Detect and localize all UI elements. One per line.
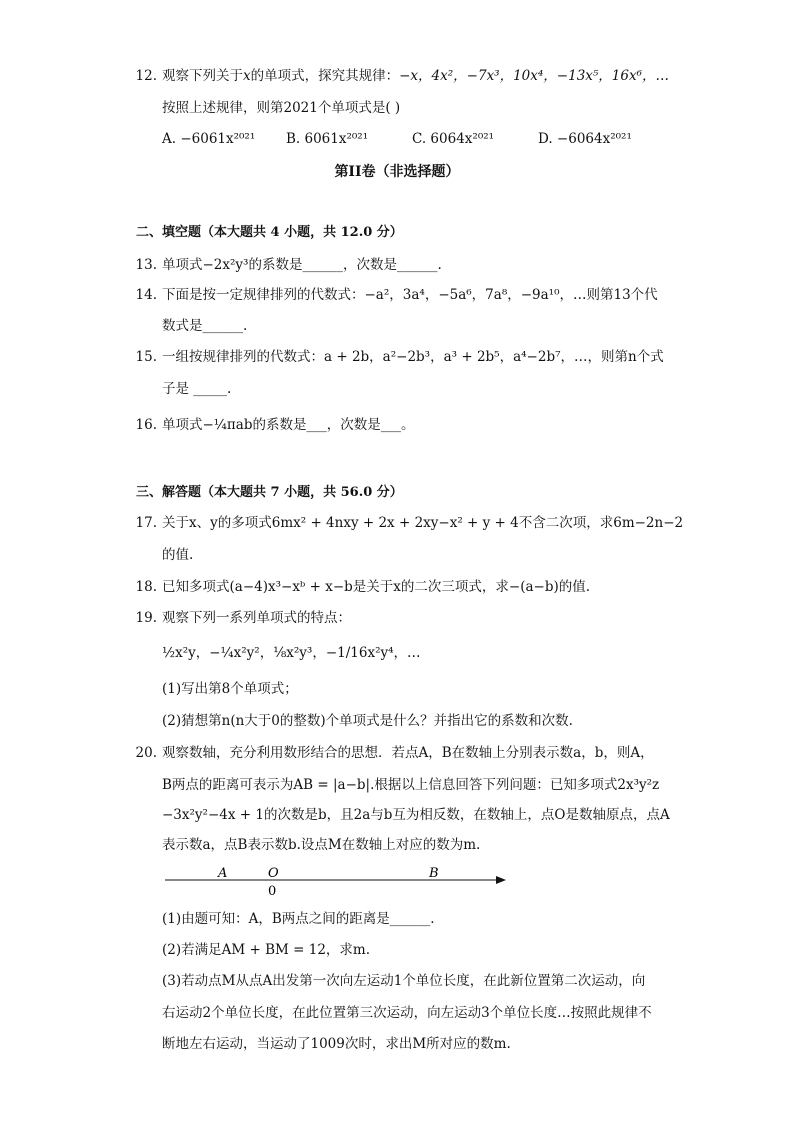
q19-sequence: ½x²y，−¼x²y²，⅛x²y³，−1/16x²y⁴，…	[162, 645, 421, 661]
q20-number: 20.	[135, 745, 157, 761]
q14-line2: 数式是______.	[162, 318, 248, 334]
point-b-label: B	[429, 866, 439, 881]
q12-number: 12.	[135, 68, 157, 84]
q20-sub2: (2)若满足AM + BM = 12，求m.	[162, 942, 370, 958]
q20-line4: 表示数a，点B表示数b.设点M在数轴上对应的数为m.	[162, 837, 481, 853]
q13-text: 单项式−2x²y³的系数是______，次数是______.	[162, 257, 442, 273]
q19-sub2: (2)猜想第n(n大于0的整数)个单项式是什么？并指出它的系数和次数.	[162, 713, 573, 729]
q12-text: 观察下列关于	[162, 68, 243, 84]
part2-title: 第II卷（非选择题）	[334, 164, 460, 180]
q13-number: 13.	[135, 257, 157, 273]
q12-text2: 的单项式，探究其规律：	[250, 68, 400, 84]
q12-option-d: D. −6064x²⁰²¹	[538, 131, 632, 147]
q20-sub3-line2: 右运动2个单位长度，在此位置第三次运动，向左运动3个单位长度…按照此规律不	[162, 1005, 652, 1021]
q12-option-b: B. 6061x²⁰²¹	[286, 131, 369, 147]
q19-number: 19.	[135, 610, 157, 626]
q20-line2: B两点的距离可表示为AB = |a−b|.根据以上信息回答下列问题：已知多项式2x³y²z	[162, 777, 660, 793]
section3-heading: 三、解答题（本大题共 7 小题，共 56.0 分）	[136, 485, 403, 500]
q15-line1: 一组按规律排列的代数式：a + 2b，a²−2b³，a³ + 2b⁵，a⁴−2b⁷，…，则第n个式	[162, 349, 664, 365]
q12-option-c: C. 6064x²⁰²¹	[412, 131, 495, 147]
q17-line2: 的值.	[162, 547, 194, 563]
q20-sub3-line1: (3)若动点M从点A出发第一次向左运动1个单位长度，在此新位置第二次运动，向	[162, 973, 646, 989]
point-o-label: O	[268, 866, 279, 881]
q20-sub3-line3: 断地左右运动，当运动了1009次时，求出M所对应的数m.	[162, 1036, 511, 1052]
q20-line1: 观察数轴，充分利用数形结合的思想．若点A，B在数轴上分别表示数a，b，则A，	[162, 745, 654, 761]
q12-line1: 观察下列关于x的单项式，探究其规律：−x，4x²，−7x³，10x⁴，−13x⁵，16x⁶，…	[162, 68, 670, 84]
q18-text: 已知多项式(a−4)x³−xᵇ + x−b是关于x的二次三项式，求−(a−b)的值.	[162, 579, 591, 595]
q15-number: 15.	[135, 349, 157, 365]
q19-line1: 观察下列一系列单项式的特点：	[162, 610, 351, 626]
q20-sub1: (1)由题可知：A，B两点之间的距离是______.	[162, 911, 435, 927]
q16-text: 单项式−¼πab的系数是___，次数是___。	[162, 417, 415, 433]
q17-number: 17.	[135, 515, 157, 531]
q12-option-a: A. −6061x²⁰²¹	[162, 131, 256, 147]
q20-line3: −3x²y²−4x + 1的次数是b，且2a与b互为相反数，在数轴上，点O是数轴原点，点A	[162, 807, 670, 823]
number-line	[160, 862, 520, 902]
point-a-label: A	[218, 866, 228, 881]
number-line-arrow	[496, 876, 506, 884]
q15-line2: 子是 _____.	[162, 381, 232, 397]
q19-sub1: (1)写出第8个单项式；	[162, 681, 298, 697]
q12-line2: 按照上述规律，则第2021个单项式是( )	[162, 100, 401, 116]
zero-label: 0	[268, 884, 277, 899]
q16-number: 16.	[135, 417, 157, 433]
q18-number: 18.	[135, 579, 157, 595]
q14-number: 14.	[135, 287, 157, 303]
section2-heading: 二、填空题（本大题共 4 小题，共 12.0 分）	[136, 225, 403, 240]
q12-sequence: −x，4x²，−7x³，10x⁴，−13x⁵，16x⁶，…	[399, 68, 670, 84]
q17-line1: 关于x、y的多项式6mx² + 4nxy + 2x + 2xy−x² + y + 4不含二次项，求6m−2n−2	[162, 515, 684, 531]
q14-line1: 下面是按一定规律排列的代数式：−a²，3a⁴，−5a⁶，7a⁸，−9a¹⁰，…则第13个代	[162, 287, 658, 303]
